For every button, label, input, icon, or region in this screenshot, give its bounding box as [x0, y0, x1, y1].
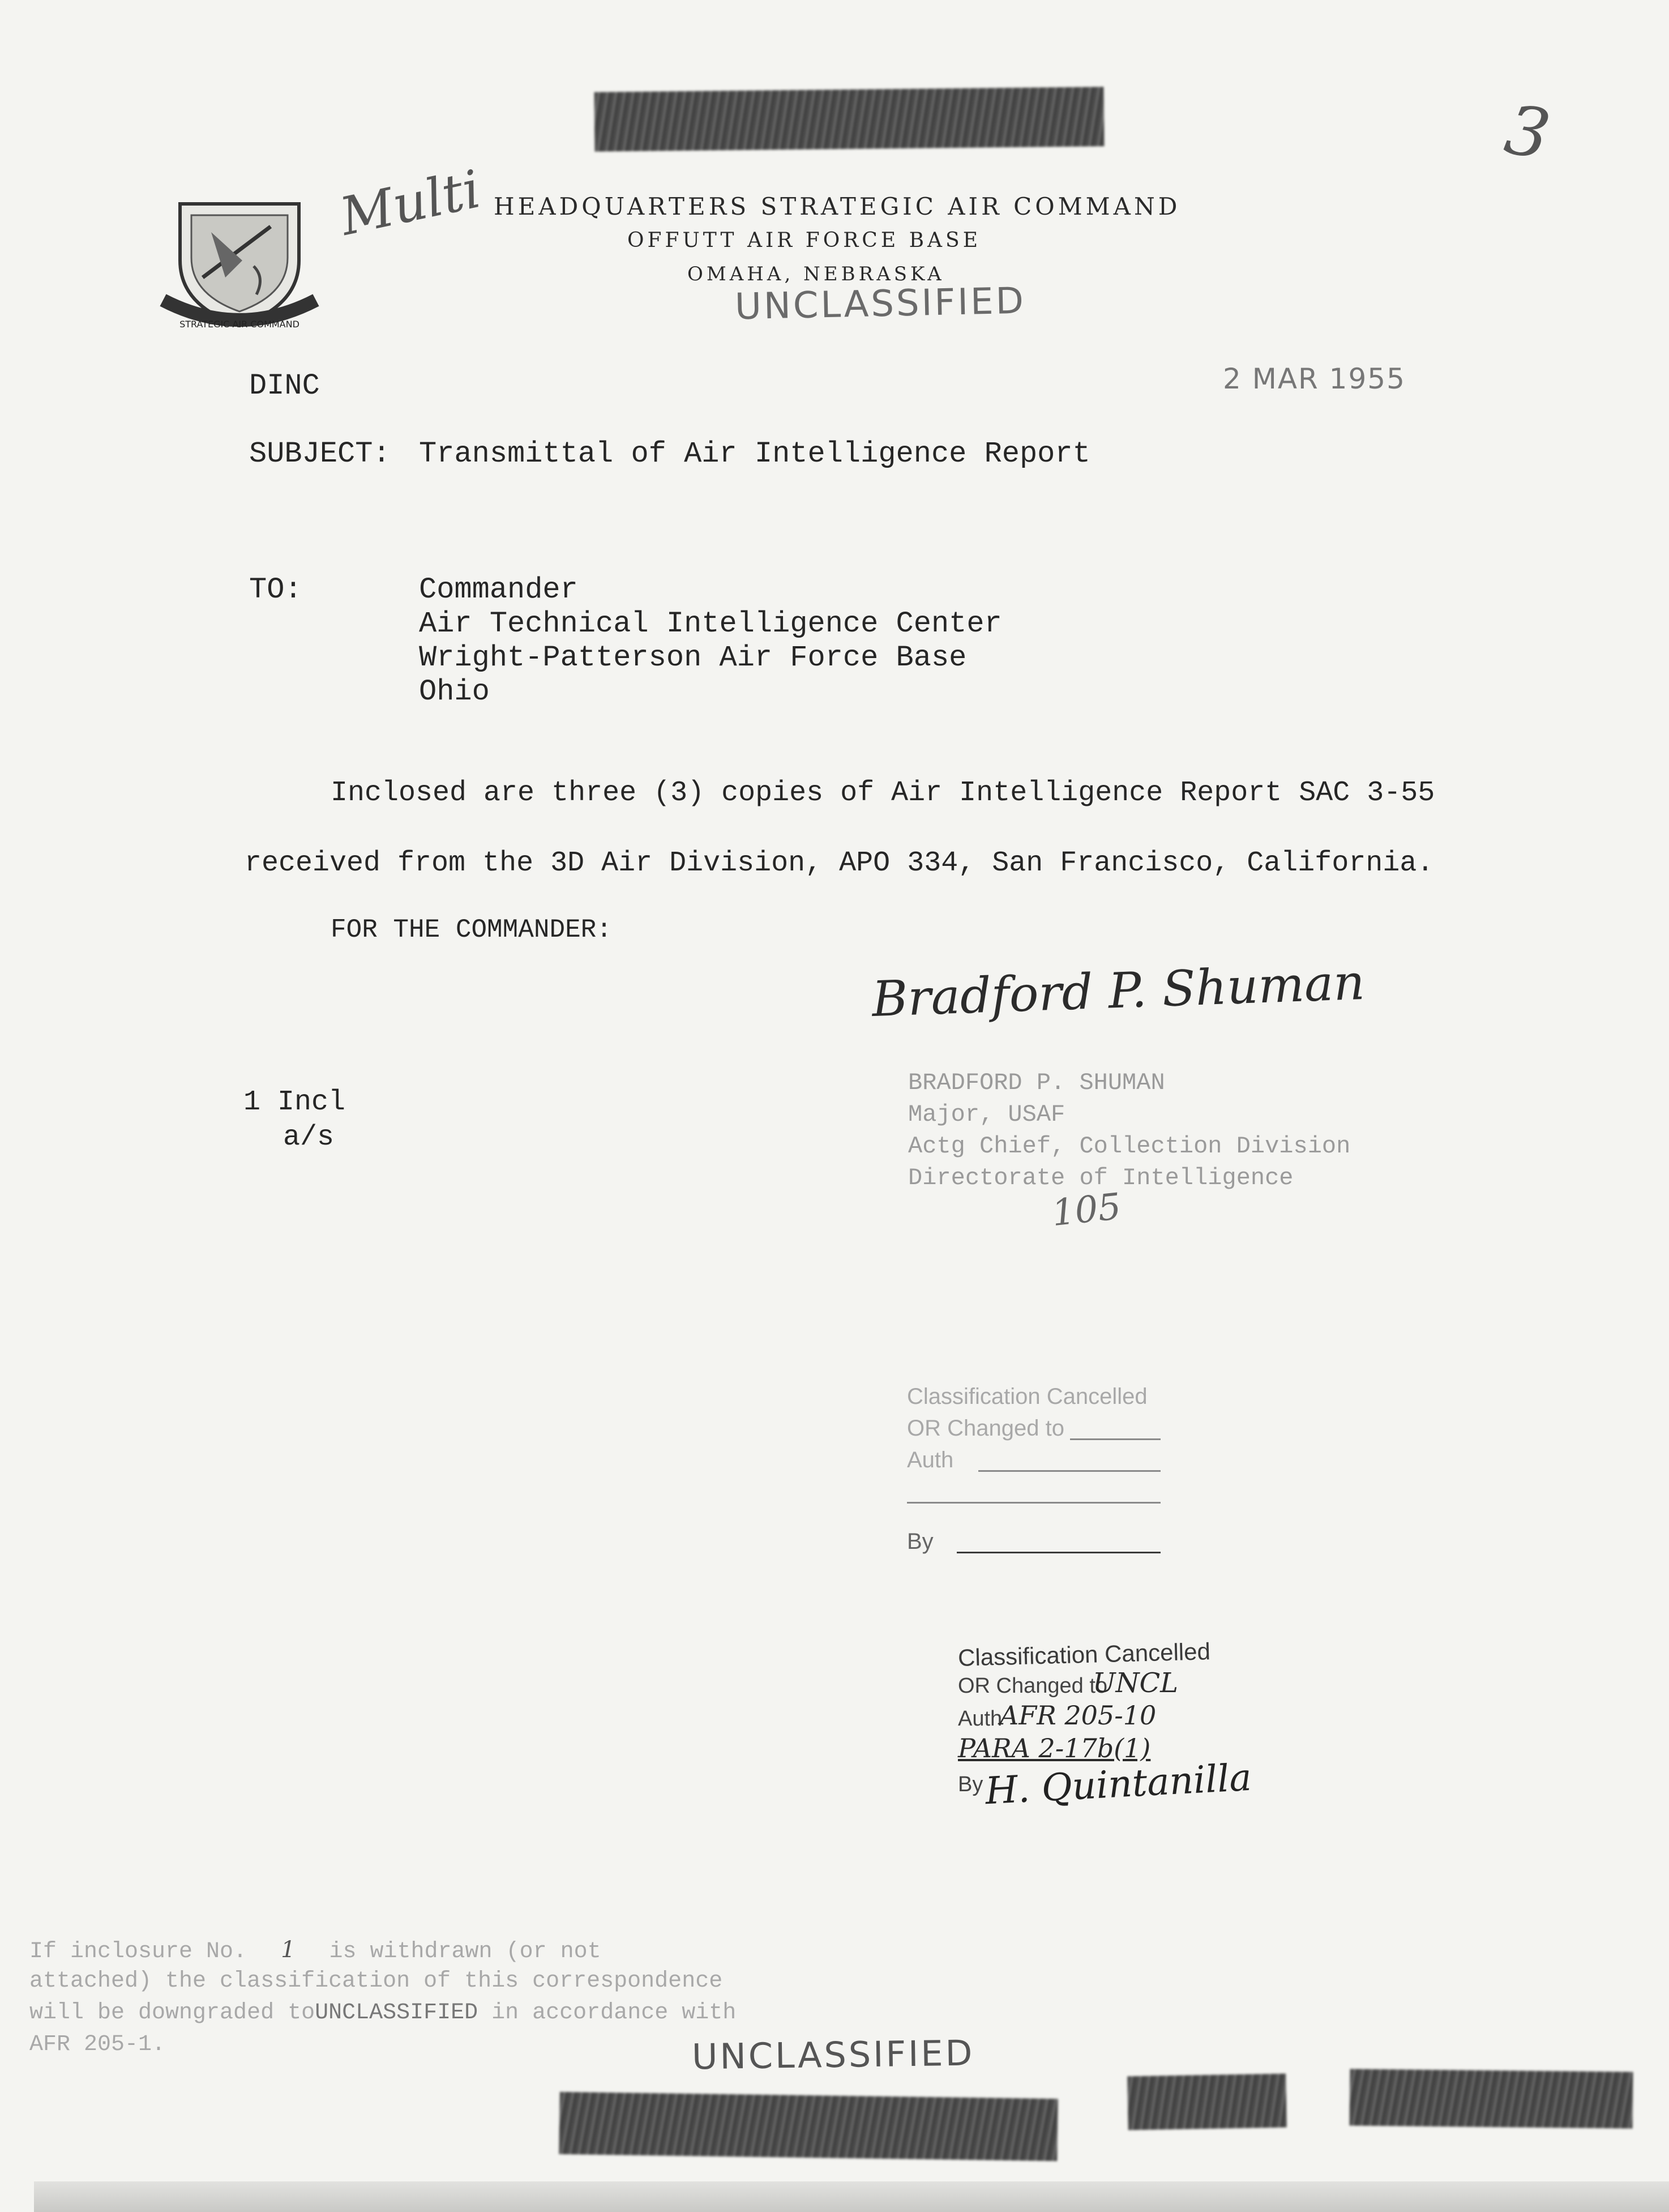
subject-label: SUBJECT: [249, 437, 391, 471]
org-line-1: HEADQUARTERS STRATEGIC AIR COMMAND [494, 193, 1181, 220]
addressee-line-3: Wright-Patterson Air Force Base [419, 641, 967, 674]
office-symbol: DINC [249, 369, 320, 403]
addressee-line-1: Commander [419, 573, 578, 607]
notice-line-4: AFR 205-1. [29, 2032, 166, 2057]
stamp-faint-rule-3 [978, 1470, 1161, 1472]
notice-line-3-a: will be downgraded to [29, 2000, 315, 2026]
stamp-faint-by: By [907, 1529, 934, 1554]
stamp-faint-line-3: Auth [907, 1447, 954, 1472]
org-line-3: OMAHA, NEBRASKA [687, 263, 945, 285]
stamp-cancelled-line-4-value: PARA 2-17b(1) [958, 1733, 1151, 1763]
stamp-cancelled-line-2-value: UNCL [1093, 1667, 1179, 1699]
stamp-cancelled-line-1: Classification Cancelled [957, 1638, 1211, 1671]
enclosure-line-2: a/s [283, 1121, 335, 1154]
addressee-line-4: Ohio [419, 675, 490, 708]
redaction-top [594, 87, 1104, 151]
stamp-cancelled-by-label: By [958, 1773, 983, 1796]
scan-edge [34, 2181, 1669, 2212]
stamp-cancelled-by-value: H. Quintanilla [984, 1755, 1253, 1813]
addressee-line-2: Air Technical Intelligence Center [419, 607, 1002, 640]
redaction-bottom-middle [1127, 2074, 1287, 2130]
signature-note: 105 [1050, 1185, 1123, 1235]
body-line-1: Inclosed are three (3) copies of Air Intelligence Report SAC 3-55 [331, 777, 1435, 809]
stamp-faint-line-2: OR Changed to [907, 1416, 1064, 1441]
redaction-bottom-right [1349, 2069, 1633, 2128]
stamp-faint-rule-by [957, 1552, 1161, 1553]
notice-line-2: attached) the classification of this correspondence [29, 1968, 723, 1994]
stamp-cancelled-line-3-value: AFR 205-10 [1000, 1700, 1157, 1731]
sac-seal-icon [157, 193, 322, 334]
closing: FOR THE COMMANDER: [331, 915, 612, 945]
signature-handwritten: Bradford P. Shuman [871, 954, 1366, 1028]
stamp-cancelled-line-3-label: Auth [958, 1707, 1003, 1731]
to-label: TO: [249, 573, 302, 607]
enclosure-line-1: 1 Incl [243, 1086, 346, 1118]
signer-directorate: Directorate of Intelligence [908, 1164, 1294, 1192]
notice-line-3-b: in accordance with [491, 2000, 737, 2026]
notice-line-1-a: If inclosure No. [29, 1939, 247, 1965]
stamp-faint-rule-2 [1070, 1438, 1161, 1440]
signer-rank: Major, USAF [908, 1101, 1065, 1128]
page-mark: 3 [1499, 90, 1556, 176]
handwritten-note: Multi [335, 159, 486, 247]
body-line-2: received from the 3D Air Division, APO 334, San Francisco, California. [245, 847, 1434, 879]
stamp-faint-rule-4 [907, 1502, 1161, 1504]
stamp-faint-line-1: Classification Cancelled [907, 1384, 1148, 1409]
notice-line-3-value: UNCLASSIFIED [315, 2000, 478, 2026]
subject-text: Transmittal of Air Intelligence Report [419, 437, 1090, 471]
signer-title: Actg Chief, Collection Division [908, 1133, 1351, 1160]
classification-stamp-top: UNCLASSIFIED [734, 280, 1026, 328]
classification-stamp-bottom: UNCLASSIFIED [691, 2032, 975, 2078]
stamp-cancelled-line-2-label: OR Changed to [958, 1674, 1108, 1698]
notice-line-1 [29, 1937, 601, 1965]
date-stamp: 2 MAR 1955 [1223, 362, 1406, 395]
notice-line-3 [29, 2000, 736, 2026]
notice-line-1-b: is withdrawn (or not [329, 1939, 601, 1965]
org-line-2: OFFUTT AIR FORCE BASE [627, 229, 981, 252]
notice-inclosure-no: 1 [281, 1937, 296, 1963]
seal-text: STRATEGIC AIR COMMAND [179, 319, 299, 330]
signer-name: BRADFORD P. SHUMAN [908, 1069, 1165, 1096]
redaction-bottom-left [559, 2092, 1058, 2161]
